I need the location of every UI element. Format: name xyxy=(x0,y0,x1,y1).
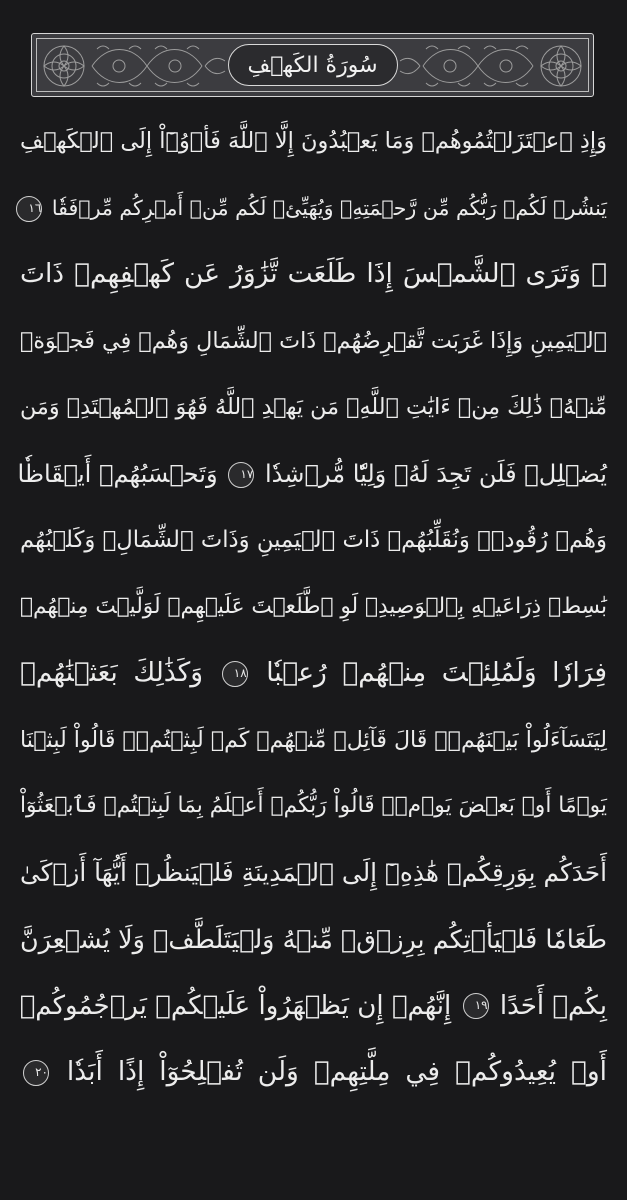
verse-line-text: يَنشُرۡ لَكُمۡ رَبُّكُم مِّن رَّحۡمَتِهِۦ وَيُهَيِّئۡ لَكُم مِّنۡ أَمۡرِكُم مِّرۡفَقٗا xyxy=(51,195,607,220)
verse-line-text: يُضۡلِلۡ فَلَن تَجِدَ لَهُۥ وَلِيّٗا مُّرۡشِدٗا xyxy=(264,459,607,488)
ayah-number-marker: ١٩ xyxy=(463,993,489,1019)
verse-line xyxy=(20,308,607,375)
verse-line-text: بِكُمۡ أَحَدًا xyxy=(499,990,607,1021)
verse-line-text: ۞ وَتَرَى ٱلشَّمۡسَ إِذَا طَلَعَت تَّزَٰوَرُ عَن كَهۡفِهِمۡ ذَاتَ xyxy=(20,258,607,289)
ayah-number-marker: ٢٠ xyxy=(23,1060,49,1086)
verse-line-text: يَوۡمًا أَوۡ بَعۡضَ يَوۡمٖۚ قَالُواْ رَبُّكُمۡ أَعۡلَمُ بِمَا لَبِثۡتُمۡ فَٱبۡعَثُوٓاْ xyxy=(20,793,607,818)
verse-line xyxy=(20,773,607,840)
verse-line xyxy=(20,241,607,308)
verse-line-text: ٱلۡيَمِينِ وَإِذَا غَرَبَت تَّقۡرِضُهُمۡ ذَاتَ ٱلشِّمَالِ وَهُمۡ فِي فَجۡوَةٖ xyxy=(20,327,607,354)
verse-line-text: أَوۡ يُعِيدُوكُمۡ فِي مِلَّتِهِمۡ وَلَن تُفۡلِحُوٓاْ إِذًا أَبَدٗا xyxy=(66,1056,607,1087)
arabesque-ornament-right xyxy=(398,39,588,93)
verse-line xyxy=(20,973,607,1040)
verse-line-text-continued: وَكَذَٰلِكَ بَعَثۡنَٰهُمۡ xyxy=(20,657,204,688)
verse-line-text-continued: وَتَحۡسَبُهُمۡ أَيۡقَاظٗا xyxy=(17,459,218,488)
verse-line xyxy=(20,840,607,907)
verse-line xyxy=(20,906,607,973)
verse-line xyxy=(20,707,607,774)
verse-line xyxy=(20,374,607,441)
verse-line xyxy=(20,574,607,641)
verse-line-text: بَٰسِطٞ ذِرَاعَيۡهِ بِٱلۡوَصِيدِۚ لَوِ ٱطَّلَعۡتَ عَلَيۡهِمۡ لَوَلَّيۡتَ مِنۡهُمۡ xyxy=(20,593,607,619)
surah-title: سُورَةُ الكَهۡفِ xyxy=(247,52,378,78)
verse-line-text: وَإِذِ ٱعۡتَزَلۡتُمُوهُمۡ وَمَا يَعۡبُدُونَ إِلَّا ٱللَّهَ فَأۡوُۥٓاْ إِلَى ٱلۡكَهۡفِ xyxy=(20,128,607,154)
verse-line-text: أَحَدَكُم بِوَرِقِكُمۡ هَٰذِهِۦٓ إِلَى ٱلۡمَدِينَةِ فَلۡيَنظُرۡ أَيُّهَآ أَزۡكَىٰ xyxy=(20,857,607,887)
verse-line xyxy=(20,1039,607,1106)
arabesque-ornament-left xyxy=(37,39,227,93)
verse-line xyxy=(20,507,607,574)
verse-line-text: فِرَارٗا وَلَمُلِئۡتَ مِنۡهُمۡ رُعۡبٗا xyxy=(266,657,607,688)
verse-line-text: طَعَامٗا فَلۡيَأۡتِكُم بِرِزۡقٖ مِّنۡهُ وَلۡيَتَلَطَّفۡ وَلَا يُشۡعِرَنَّ xyxy=(20,924,607,954)
verse-line xyxy=(20,108,607,175)
verse-line xyxy=(20,175,607,242)
verse-text-block xyxy=(17,108,607,1106)
verse-line-text: لِيَتَسَآءَلُواْ بَيۡنَهُمۡۚ قَالَ قَآئِلٞ مِّنۡهُمۡ كَمۡ لَبِثۡتُمۡۖ قَالُواْ لَبِثۡنَا xyxy=(19,726,607,753)
ayah-number-marker: ١٦ xyxy=(16,196,42,222)
ayah-number-marker: ١٧ xyxy=(228,462,254,488)
verse-line-text-continued: إِنَّهُمۡ إِن يَظۡهَرُواْ عَلَيۡكُمۡ يَرۡجُمُوكُمۡ xyxy=(19,990,452,1021)
verse-line-text: مِّنۡهُۚ ذَٰلِكَ مِنۡ ءَايَٰتِ ٱللَّهِۗ مَن يَهۡدِ ٱللَّهُ فَهُوَ ٱلۡمُهۡتَدِۖ وَمَن xyxy=(20,394,607,420)
surah-title-cartouche xyxy=(228,44,398,86)
verse-line-text: وَهُمۡ رُقُودٞۚ وَنُقَلِّبُهُمۡ ذَاتَ ٱلۡيَمِينِ وَذَاتَ ٱلشِّمَالِۖ وَكَلۡبُهُم xyxy=(20,527,607,553)
verse-line xyxy=(17,441,607,508)
verse-line xyxy=(20,640,607,707)
ayah-number-marker: ١٨ xyxy=(222,661,248,687)
surah-header-frame xyxy=(31,33,594,97)
